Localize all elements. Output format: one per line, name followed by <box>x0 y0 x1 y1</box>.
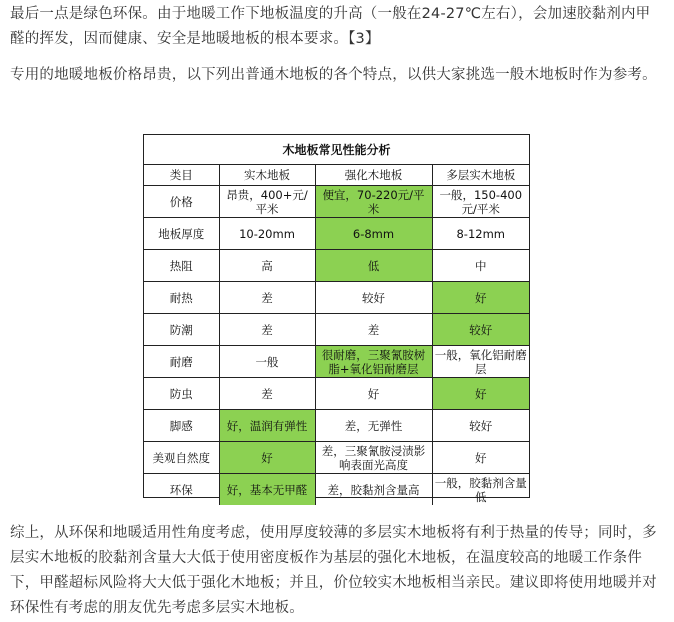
table-cell: 好 <box>315 378 432 410</box>
conclusion-paragraph: 综上，从环保和地暖适用性角度考虑，使用厚度较薄的多层实木地板将有利于热量的传导；同时，多层实木地板的胶黏剂含量大大低于使用密度板作为基层的强化木地板，在温度较高的地暖工作条件下，甲醛超标风险将大大低于强化木地板；并且，价位较实木地板相当亲民。建议即将使用地暖并对环保性有考虑的朋友优先考虑多层实木地板。 <box>10 525 657 616</box>
table-cell: 差 <box>219 314 315 346</box>
table-row-label: 脚感 <box>144 410 219 442</box>
table-header-cell: 强化木地板 <box>315 165 432 186</box>
table-row <box>144 410 529 442</box>
table-cell: 差，无弹性 <box>315 410 432 442</box>
table-cell: 差，三聚氰胺浸渍影响表面光高度 <box>315 442 432 474</box>
table-row <box>144 378 529 410</box>
table-intro-paragraph: 专用的地暖地板价格昂贵，以下列出普通木地板的各个特点，以供大家挑选一般木地板时作为参考。 <box>10 67 657 83</box>
table-cell: 差，胶黏剂含量高 <box>315 474 432 506</box>
table-header-cell: 类目 <box>144 165 219 186</box>
comparison-table <box>143 134 530 504</box>
table-cell: 好，基本无甲醛 <box>219 474 315 506</box>
table-row <box>144 442 529 474</box>
intro-paragraph-text: 最后一点是绿色环保。由于地暖工作下地板温度的升高（一般在24-27℃左右），会加速胶黏剂内甲醛的挥发，因而健康、安全是地暖地板的根本要求。 <box>10 6 651 47</box>
table-row <box>144 186 529 218</box>
table-cell: 一般 <box>219 346 315 378</box>
table-cell: 较好 <box>315 282 432 314</box>
table-cell: 好 <box>432 442 529 474</box>
table-row-label: 价格 <box>144 186 219 218</box>
table-cell: 差 <box>219 378 315 410</box>
table-cell: 一般，氧化铝耐磨层 <box>432 346 529 378</box>
table-row <box>144 250 529 282</box>
table-cell: 低 <box>315 250 432 282</box>
table-title: 木地板常见性能分析 <box>144 135 529 165</box>
table-row <box>144 346 529 378</box>
table-cell: 中 <box>432 250 529 282</box>
table-cell: 较好 <box>432 314 529 346</box>
table-header-cell: 实木地板 <box>219 165 315 186</box>
table-row-label: 防虫 <box>144 378 219 410</box>
table-row-label: 美观自然度 <box>144 442 219 474</box>
table-header-cell: 多层实木地板 <box>432 165 529 186</box>
table-cell: 较好 <box>432 410 529 442</box>
table-cell: 很耐磨，三聚氰胺树脂+氧化铝耐磨层 <box>315 346 432 378</box>
table-cell: 便宜，70-220元/平米 <box>315 186 432 218</box>
table-cell: 好 <box>432 378 529 410</box>
table-cell: 6-8mm <box>315 218 432 250</box>
table-cell: 好，温润有弹性 <box>219 410 315 442</box>
table-row <box>144 474 529 506</box>
table-row-label: 地板厚度 <box>144 218 219 250</box>
intro-paragraph <box>10 2 665 52</box>
comparison-grid <box>144 165 529 505</box>
table-row <box>144 314 529 346</box>
table-cell: 好 <box>432 282 529 314</box>
table-row-label: 环保 <box>144 474 219 506</box>
table-cell: 10-20mm <box>219 218 315 250</box>
table-cell: 8-12mm <box>432 218 529 250</box>
table-cell: 一般，150-400元/平米 <box>432 186 529 218</box>
table-row-label: 防潮 <box>144 314 219 346</box>
table-cell: 昂贵，400+元/平米 <box>219 186 315 218</box>
table-row-label: 耐磨 <box>144 346 219 378</box>
reference-marker[interactable]: 【3】 <box>348 31 380 47</box>
table-row <box>144 282 529 314</box>
table-header-row <box>144 165 529 186</box>
table-cell: 好 <box>219 442 315 474</box>
table-cell: 一般，胶黏剂含量低 <box>432 474 529 506</box>
table-row-label: 耐热 <box>144 282 219 314</box>
table-row-label: 热阻 <box>144 250 219 282</box>
table-cell: 差 <box>315 314 432 346</box>
table-cell: 高 <box>219 250 315 282</box>
table-row <box>144 218 529 250</box>
table-cell: 差 <box>219 282 315 314</box>
